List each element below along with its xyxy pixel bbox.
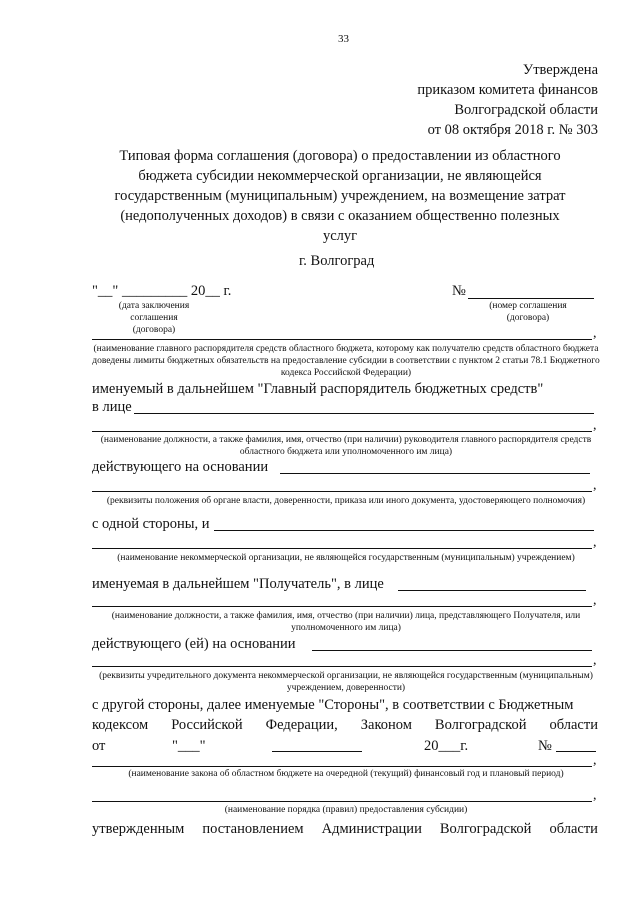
date-field: "__" _________ 20__ г.	[92, 283, 232, 299]
approval-line: от 08 октября 2018 г. № 303	[427, 122, 598, 138]
comma: ,	[593, 753, 597, 768]
number-underline	[468, 298, 594, 299]
approval-line: Волгоградской области	[454, 102, 598, 118]
law-word: Федерации,	[265, 717, 338, 733]
law-word: Волгоградской	[434, 717, 527, 733]
comma: ,	[593, 788, 597, 803]
caption-org-name: (наименование некоммерческой организации, не являющейся государственным (муниципальным) учреждением)	[117, 553, 575, 563]
last-row	[92, 821, 598, 838]
caption-budget-law: (наименование закона об областном бюджете на очередной (текущий) финансовый год и плановый период)	[128, 769, 564, 779]
approval-line: приказом комитета финансов	[417, 82, 598, 98]
from-number-sign: №	[538, 738, 552, 754]
caption-charter-details: (реквизиты учредительного документа некоммерческой организации, не являющейся государственным (муниципальным) учреждением, доверенности)	[99, 671, 593, 693]
fill-line	[92, 801, 592, 802]
comma: ,	[593, 653, 597, 668]
text-hereinafter-recipient: именуемая в дальнейшем "Получатель", в лице	[92, 576, 384, 592]
title-line: услуг	[322, 228, 358, 244]
last-word: Волгоградской	[439, 821, 532, 837]
fill-line	[92, 431, 592, 432]
comma: ,	[593, 418, 597, 433]
fill-line	[556, 751, 596, 752]
text-hereinafter-manager: именуемый в дальнейшем "Главный распорядитель бюджетных средств"	[92, 381, 544, 397]
from-day: "___"	[172, 738, 206, 754]
text-acting-basis-recipient: действующего (ей) на основании	[92, 636, 296, 652]
document-title	[60, 146, 620, 246]
from-year: 20___г.	[424, 738, 469, 754]
title-line: бюджета субсидии некоммерческой организации, не являющейся	[138, 168, 542, 184]
city: г. Волгоград	[299, 253, 375, 269]
law-word: области	[549, 717, 598, 733]
text-one-side: с одной стороны, и	[92, 516, 210, 532]
date-caption: (дата заключения соглашения (договора)	[118, 301, 190, 335]
last-word: Администрации	[321, 821, 422, 837]
title-line: Типовая форма соглашения (договора) о предоставлении из областного	[119, 148, 561, 164]
fill-line	[214, 530, 594, 531]
fill-line	[312, 650, 592, 651]
caption-regulation-details: (реквизиты положения об органе власти, доверенности, приказа или иного документа, удостоверяющего полномочия)	[106, 496, 586, 506]
caption-main-manager: (наименование главного распорядителя средств областного бюджета, которому как получателю средств областного бюджета доведены лимиты бюджетных обязательств на предоставление субсидии в соответствии с пунктом 2 статьи 78.1 Бюджетного кодекса Российской Федерации)	[92, 344, 600, 378]
text-other-side: с другой стороны, далее именуемые "Стороны", в соответствии с Бюджетным	[92, 697, 574, 713]
fill-line	[92, 766, 592, 767]
title-line: (недополученных доходов) в связи с оказанием общественно полезных	[120, 208, 560, 224]
fill-line	[272, 751, 362, 752]
comma: ,	[593, 593, 597, 608]
caption-procedure: (наименование порядка (правил) предоставления субсидии)	[224, 805, 468, 815]
fill-line	[134, 413, 594, 414]
fill-line	[280, 473, 590, 474]
approval-stamp	[417, 60, 598, 140]
page-number: 33	[338, 33, 349, 45]
number-caption: (номер соглашения (договора)	[489, 301, 567, 323]
law-word: Российской	[171, 717, 243, 733]
law-row	[92, 717, 598, 734]
last-word: области	[549, 821, 598, 837]
law-word: Законом	[360, 717, 412, 733]
text-acting-basis: действующего на основании	[92, 459, 269, 475]
last-word: утвержденным	[92, 821, 185, 837]
fill-line	[92, 339, 592, 340]
fill-line	[398, 590, 586, 591]
title-line: государственным (муниципальным) учреждением, на возмещение затрат	[114, 188, 566, 204]
fill-line	[92, 666, 592, 667]
comma: ,	[593, 326, 597, 341]
from-label: от	[92, 738, 106, 754]
approval-line: Утверждена	[522, 62, 598, 78]
comma: ,	[593, 478, 597, 493]
last-word: постановлением	[202, 821, 304, 837]
caption-manager-position: (наименование должности, а также фамилия, имя, отчество (при наличии) руководителя главного распорядителя средств областного бюджета или уполномоченного им лица)	[100, 435, 592, 457]
caption-recipient-position: (наименование должности, а также фамилия, имя, отчество (при наличии) лица, представляющего Получателя, или уполномоченного им лица)	[111, 611, 581, 633]
law-word: кодексом	[92, 717, 149, 733]
fill-line	[92, 491, 592, 492]
comma: ,	[593, 535, 597, 550]
text-in-person: в лице	[92, 399, 132, 415]
fill-line	[92, 548, 592, 549]
number-sign: №	[452, 283, 466, 299]
fill-line	[92, 606, 592, 607]
